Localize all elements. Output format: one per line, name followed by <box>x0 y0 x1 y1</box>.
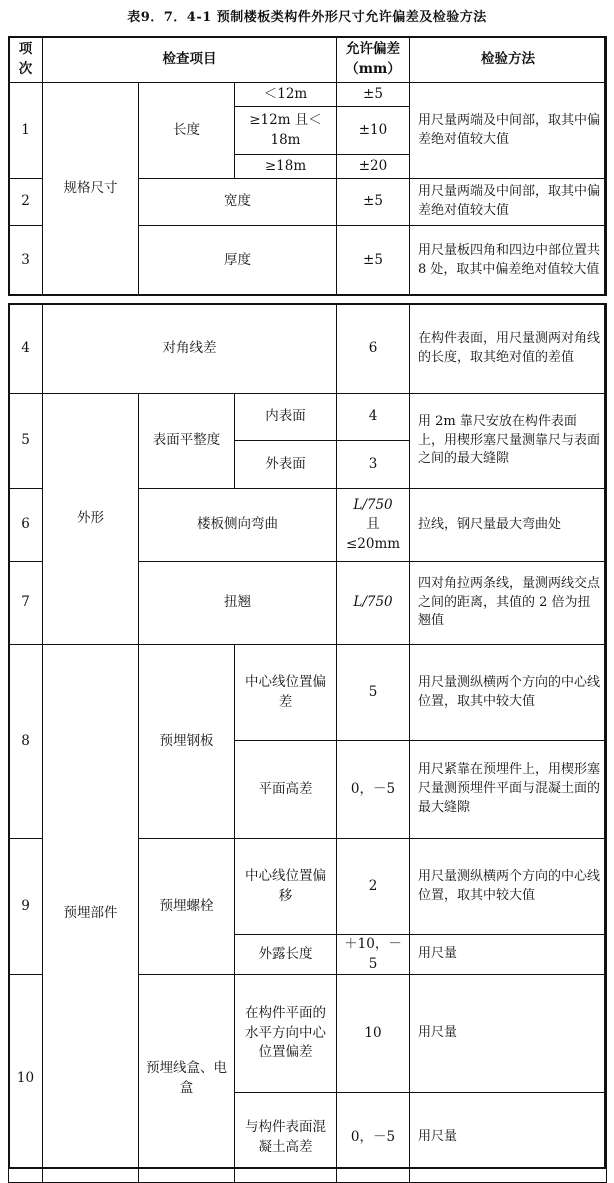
item-label: 对角线差 <box>43 304 337 394</box>
row-no: 8 <box>9 645 43 839</box>
row-no: 2 <box>9 179 43 226</box>
method-text: 用尺量 <box>410 975 607 1093</box>
item-label: 楼板侧向弯曲 <box>139 489 337 562</box>
tolerance-value: 0，－5 <box>337 741 410 839</box>
item-label: 预埋钢板 <box>139 645 235 839</box>
group-label: 预埋部件 <box>43 645 139 1183</box>
method-text: 用尺量 <box>410 935 607 975</box>
tolerance-table-part-1 <box>8 36 607 296</box>
tolerance-value: 0，－5 <box>337 1093 410 1183</box>
tolerance-value: 6 <box>337 304 410 394</box>
tolerance-value: 10 <box>337 975 410 1093</box>
row-no: 7 <box>9 562 43 645</box>
method-text: 用尺量测纵横两个方向的中心线位置，取其中较大值 <box>410 645 607 741</box>
row-no: 5 <box>9 394 43 489</box>
row-no: 10 <box>9 975 43 1183</box>
header-no: 项次 <box>9 37 43 83</box>
item-label: 厚度 <box>139 226 337 296</box>
tolerance-value: ±5 <box>337 83 410 107</box>
tolerance-value: 5 <box>337 645 410 741</box>
header-item: 检查项目 <box>43 37 337 83</box>
table-caption: 表9．7．4-1 预制楼板类构件外形尺寸允许偏差及检验方法 <box>127 10 487 25</box>
tolerance-value: 4 <box>337 394 410 441</box>
item-label: 预埋线盒、电盒 <box>139 975 235 1183</box>
method-text: 用尺量两端及中间部，取其中偏差绝对值较大值 <box>410 83 607 179</box>
tolerance-line-2: 且≤20mm <box>345 516 401 552</box>
row-no: 1 <box>9 83 43 179</box>
tolerance-table-part-2 <box>8 303 607 1183</box>
row-no: 6 <box>9 489 43 562</box>
table-row <box>9 394 607 441</box>
tolerance-value: ±10 <box>337 107 410 155</box>
table-row <box>9 304 607 394</box>
group-label: 规格尺寸 <box>43 83 139 296</box>
method-text: 用尺量两端及中间部，取其中偏差绝对值较大值 <box>410 179 607 226</box>
table-header-row <box>9 37 607 83</box>
tolerance-value: ±20 <box>337 155 410 179</box>
group-label: 外形 <box>43 394 139 645</box>
sub-item: ＜12m <box>235 83 337 107</box>
item-label: 长度 <box>139 83 235 179</box>
tolerance-line-1: L/750 <box>353 496 393 513</box>
item-label: 预埋螺栓 <box>139 839 235 975</box>
tolerance-value: ＋10，－5 <box>337 935 410 975</box>
sub-item: 中心线位置偏差 <box>235 645 337 741</box>
sub-item: 与构件表面混凝土高差 <box>235 1093 337 1183</box>
sub-item: ≥18m <box>235 155 337 179</box>
row-no: 3 <box>9 226 43 296</box>
table-row <box>9 83 607 107</box>
method-text: 用尺紧靠在预埋件上，用楔形塞尺量测预埋件平面与混凝土面的最大缝隙 <box>410 741 607 839</box>
tolerance-value: 3 <box>337 441 410 489</box>
row-no: 9 <box>9 839 43 975</box>
item-label: 扭翘 <box>139 562 337 645</box>
row-no: 4 <box>9 304 43 394</box>
table-row <box>9 645 607 741</box>
sub-item: ≥12m 且＜18m <box>235 107 337 155</box>
sub-item: 平面高差 <box>235 741 337 839</box>
method-text: 用尺量测纵横两个方向的中心线位置，取其中较大值 <box>410 839 607 935</box>
tolerance-value: 2 <box>337 839 410 935</box>
method-text: 拉线，钢尺量最大弯曲处 <box>410 489 607 562</box>
sub-item: 在构件平面的水平方向中心位置偏差 <box>235 975 337 1093</box>
method-text: 在构件表面，用尺量测两对角线的长度，取其绝对值的差值 <box>410 304 607 394</box>
method-text: 用尺量板四角和四边中部位置共 8 处，取其中偏差绝对值较大值 <box>410 226 607 296</box>
method-text: 四对角拉两条线，量测两线交点之间的距离，其值的 2 倍为扭翘值 <box>410 562 607 645</box>
tolerance-value: ±5 <box>337 226 410 296</box>
item-label: 表面平整度 <box>139 394 235 489</box>
sub-item: 外表面 <box>235 441 337 489</box>
tolerance-value <box>337 489 410 562</box>
header-tolerance: 允许偏差 （mm） <box>337 37 410 83</box>
sub-item: 外露长度 <box>235 935 337 975</box>
item-label: 宽度 <box>139 179 337 226</box>
sub-item: 内表面 <box>235 394 337 441</box>
header-method: 检验方法 <box>410 37 607 83</box>
method-text: 用 2m 靠尺安放在构件表面上，用楔形塞尺量测靠尺与表面之间的最大缝隙 <box>410 394 607 489</box>
tolerance-value: ±5 <box>337 179 410 226</box>
tolerance-value: L/750 <box>337 562 410 645</box>
method-text: 用尺量 <box>410 1093 607 1183</box>
sub-item: 中心线位置偏移 <box>235 839 337 935</box>
